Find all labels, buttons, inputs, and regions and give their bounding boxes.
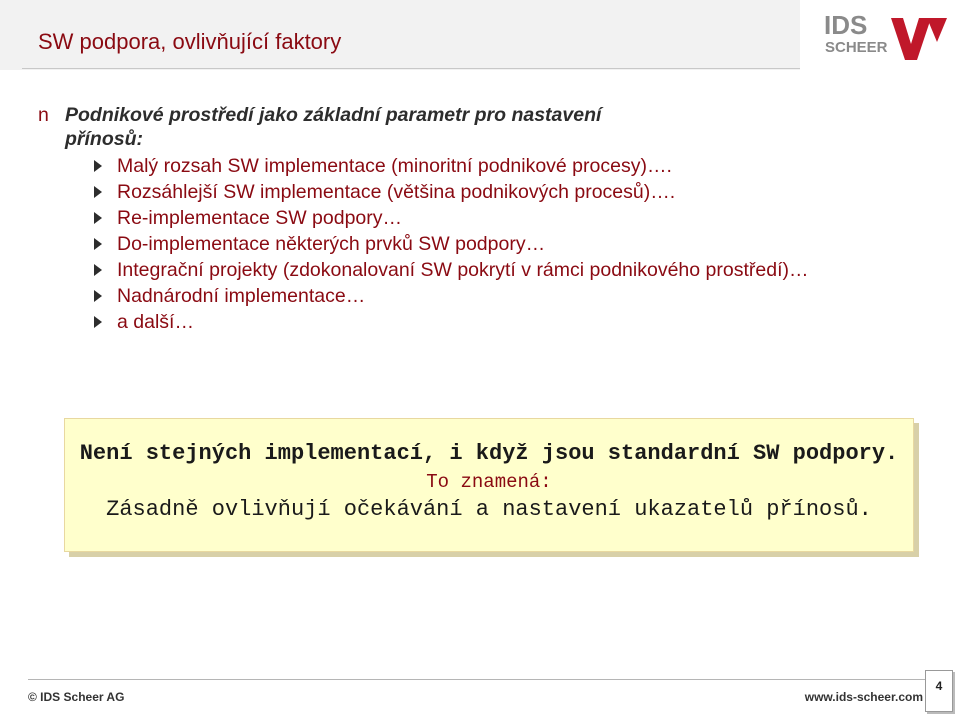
triangle-bullet-icon xyxy=(94,212,102,224)
highlight-statement: Není stejných implementací, i když jsou standardní SW podpory. xyxy=(79,441,899,466)
title-divider xyxy=(22,68,800,69)
list-item: Malý rozsah SW implementace (minoritní podnikové procesy)…. xyxy=(90,153,880,179)
logo-mark-icon xyxy=(891,18,947,60)
ids-scheer-logo xyxy=(824,10,948,62)
triangle-bullet-icon xyxy=(94,264,102,276)
triangle-bullet-icon xyxy=(94,316,102,328)
list-item: Do-implementace některých prvků SW podpory… xyxy=(90,231,880,257)
triangle-bullet-icon xyxy=(94,290,102,302)
triangle-bullet-icon xyxy=(94,160,102,172)
sub-bullet-list xyxy=(90,153,880,335)
main-bullet xyxy=(38,103,678,151)
highlight-box xyxy=(64,418,914,552)
highlight-connector: To znamená: xyxy=(426,471,552,493)
triangle-bullet-icon xyxy=(94,238,102,250)
list-item: Nadnárodní implementace… xyxy=(90,283,880,309)
page-number: 4 xyxy=(925,670,953,712)
list-item: Integrační projekty (zdokonalovaní SW pokrytí v rámci podnikového prostředí)… xyxy=(90,257,880,283)
bullet-marker: n xyxy=(38,104,49,126)
logo-text-ids: IDS xyxy=(824,10,868,40)
logo-text-scheer: SCHEER xyxy=(825,39,888,56)
footer-divider xyxy=(28,679,925,680)
website-link[interactable]: www.ids-scheer.com xyxy=(804,690,923,704)
list-item: a další… xyxy=(90,309,880,335)
main-bullet-text: Podnikové prostředí jako základní parametr pro nastavení přínosů: xyxy=(65,104,602,150)
list-item: Rozsáhlejší SW implementace (většina podnikových procesů)…. xyxy=(90,179,880,205)
slide-title: SW podpora, ovlivňující faktory xyxy=(38,29,342,54)
triangle-bullet-icon xyxy=(94,186,102,198)
copyright-text: © IDS Scheer AG xyxy=(28,690,125,704)
highlight-conclusion: Zásadně ovlivňují očekávání a nastavení ukazatelů přínosů. xyxy=(106,497,872,522)
list-item: Re-implementace SW podpory… xyxy=(90,205,880,231)
